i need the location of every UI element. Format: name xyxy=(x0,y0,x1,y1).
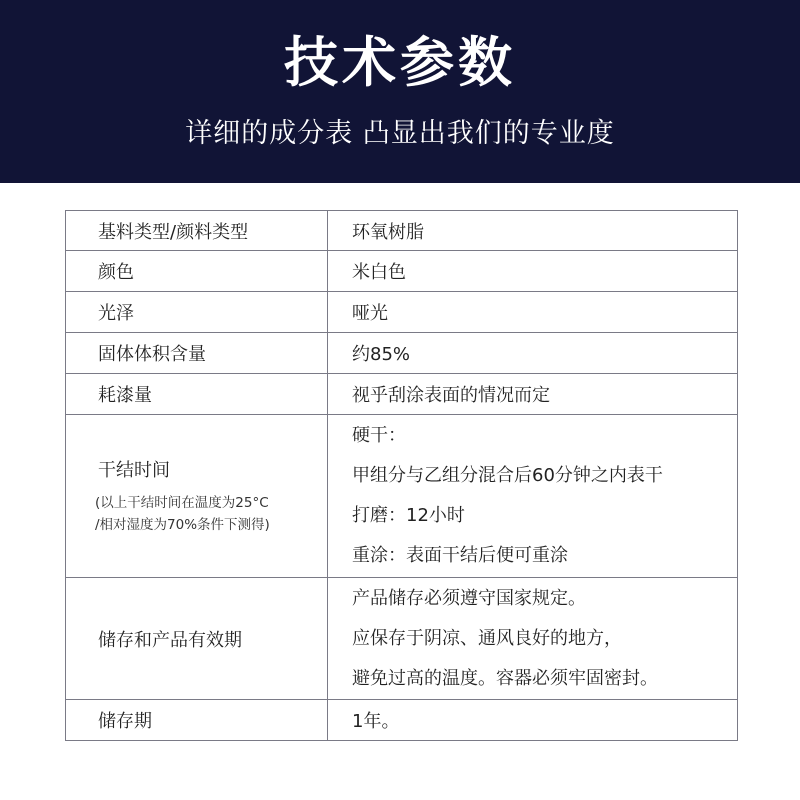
row-value-cell xyxy=(328,578,738,700)
row-key: 干结时间 xyxy=(98,460,170,481)
row-value: 避免过高的温度。容器必须牢固密封。 xyxy=(352,667,658,689)
table-row xyxy=(66,251,738,292)
table-row xyxy=(66,415,738,578)
page-subtitle: 详细的成分表 凸显出我们的专业度 xyxy=(185,118,615,149)
row-key: 基料类型/颜料类型 xyxy=(66,211,328,251)
table-row xyxy=(66,374,738,415)
row-value: 产品储存必须遵守国家规定。 xyxy=(352,587,586,609)
row-value: 约85% xyxy=(328,333,738,374)
row-value: 视乎刮涂表面的情况而定 xyxy=(328,374,738,415)
row-value: 甲组分与乙组分混合后60分钟之内表干 xyxy=(352,465,663,486)
row-value: 重涂：表面干结后便可重涂 xyxy=(352,545,568,566)
table-row xyxy=(66,578,738,700)
row-key: 颜色 xyxy=(66,251,328,292)
row-key-cell xyxy=(66,415,328,578)
row-key: 储存期 xyxy=(66,700,328,741)
spec-table xyxy=(65,210,738,741)
row-key: 耗漆量 xyxy=(66,374,328,415)
row-note: (以上干结时间在温度为25°C xyxy=(95,495,269,511)
row-key: 光泽 xyxy=(66,292,328,333)
row-value: 1年。 xyxy=(328,700,738,741)
table-row xyxy=(66,211,738,251)
row-key: 固体体积含量 xyxy=(66,333,328,374)
row-key: 储存和产品有效期 xyxy=(66,578,328,700)
row-value: 打磨：12小时 xyxy=(352,505,465,526)
row-value: 硬干： xyxy=(352,425,406,446)
page-title: 技术参数 xyxy=(284,31,516,94)
row-value: 米白色 xyxy=(328,251,738,292)
row-value: 环氧树脂 xyxy=(328,211,738,251)
header-banner xyxy=(0,0,800,183)
row-note: /相对湿度为70%条件下测得) xyxy=(95,517,270,533)
table-row xyxy=(66,700,738,741)
table-row xyxy=(66,333,738,374)
row-value: 应保存于阴凉、通风良好的地方， xyxy=(352,627,622,649)
row-value-cell xyxy=(328,415,738,578)
row-value: 哑光 xyxy=(328,292,738,333)
table-row xyxy=(66,292,738,333)
